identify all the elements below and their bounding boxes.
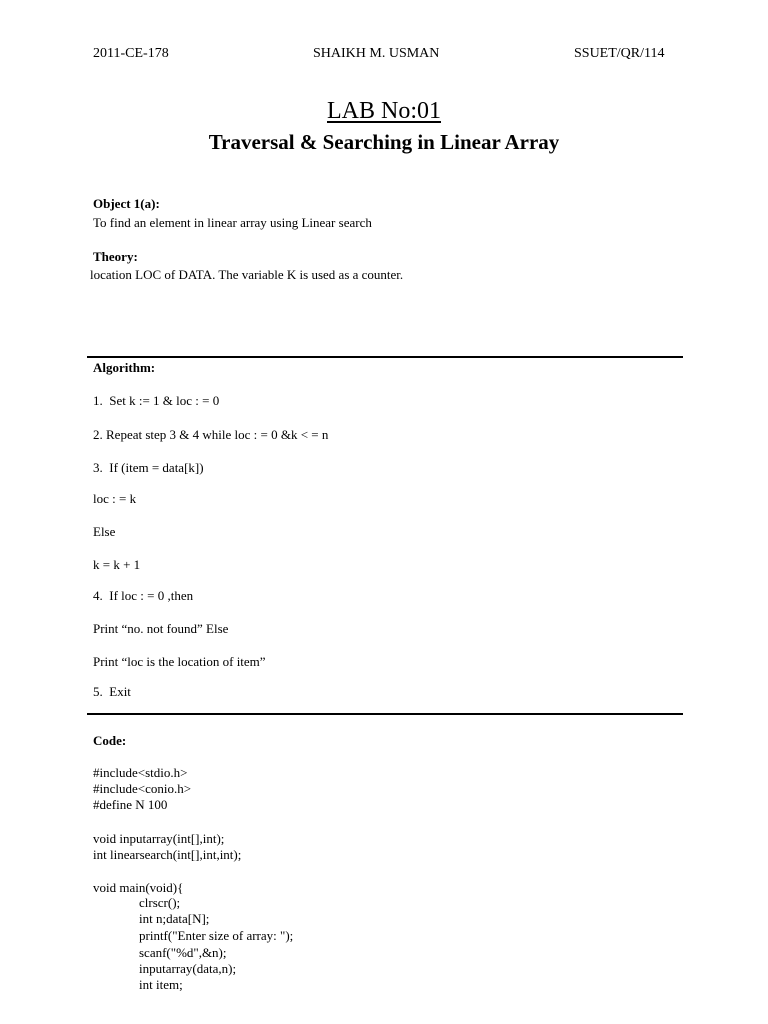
code-line: int n;data[N]; [139, 911, 210, 926]
code-line: clrscr(); [139, 895, 181, 910]
code-line: void main(void){ [93, 880, 184, 895]
header-roll-number: 2011-CE-178 [93, 46, 169, 61]
header-document-code: SSUET/QR/114 [574, 46, 665, 61]
algorithm-step: 2. Repeat step 3 & 4 while loc : = 0 &k < = n [93, 427, 329, 442]
object-text: To find an element in linear array using Linear search [93, 215, 372, 230]
section-divider-bottom [87, 713, 683, 715]
lab-number-heading: LAB No:01 [327, 98, 441, 124]
header-author-name: SHAIKH M. USMAN [313, 46, 440, 61]
algorithm-step: k = k + 1 [93, 557, 141, 572]
algorithm-heading: Algorithm: [93, 360, 156, 375]
code-line: #include<stdio.h> [93, 765, 188, 780]
code-line: inputarray(data,n); [139, 961, 237, 976]
theory-text: location LOC of DATA. The variable K is used as a counter. [90, 267, 404, 282]
algorithm-step: Else [93, 524, 116, 539]
code-line: int item; [139, 977, 183, 992]
code-line: printf("Enter size of array: "); [139, 928, 294, 943]
code-heading: Code: [93, 733, 127, 748]
theory-heading: Theory: [93, 249, 138, 264]
code-line: #define N 100 [93, 797, 168, 812]
page-title: Traversal & Searching in Linear Array [208, 130, 560, 154]
code-line: int linearsearch(int[],int,int); [93, 847, 242, 862]
algorithm-step: 3. If (item = data[k]) [93, 460, 204, 475]
code-line: void inputarray(int[],int); [93, 831, 225, 846]
algorithm-step: Print “loc is the location of item” [93, 654, 266, 669]
algorithm-step: 5. Exit [93, 684, 131, 699]
algorithm-step: 4. If loc : = 0 ,then [93, 588, 194, 603]
algorithm-step: loc : = k [93, 491, 137, 506]
code-line: #include<conio.h> [93, 781, 192, 796]
code-line: scanf("%d",&n); [139, 945, 227, 960]
algorithm-step: Print “no. not found” Else [93, 621, 229, 636]
section-divider-top [87, 356, 683, 358]
object-heading: Object 1(a): [93, 196, 160, 211]
algorithm-step: 1. Set k := 1 & loc : = 0 [93, 393, 220, 408]
